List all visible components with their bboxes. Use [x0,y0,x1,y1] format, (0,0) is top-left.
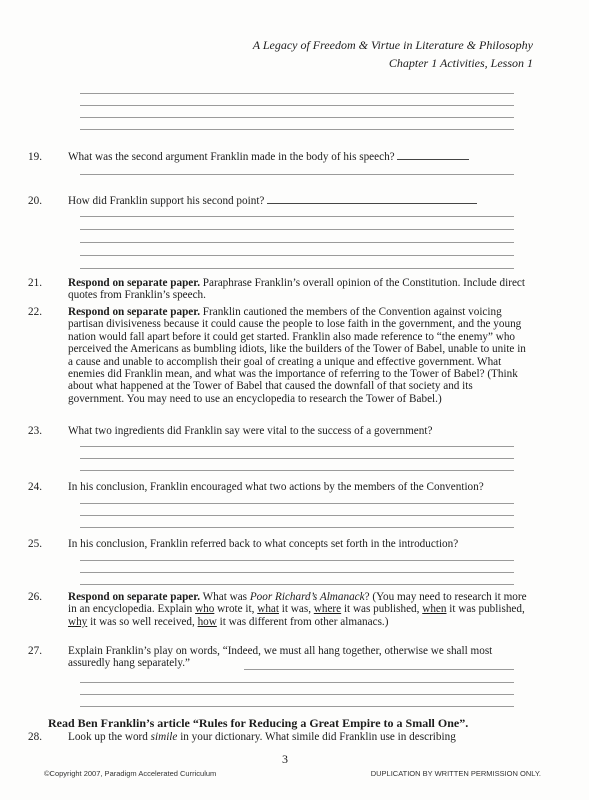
question-20 [28,194,528,207]
question-number: 20. [28,195,42,207]
reading-assignment-heading: Read Ben Franklin’s article “Rules for Reducing a Great Empire to a Small One”. [48,716,469,730]
question-text: Explain Franklin’s play on words, “Indeed, we must all hang together, otherwise we shall most assuredly hang separately.” [68,645,493,670]
question-text: it was published, [446,603,525,616]
question-number: 23. [28,425,42,437]
question-text: Franklin cautioned the members of the Convention against voicing partisan divisiveness because it could cause the people to lose faith in the government, and the young nation would fall apart before it could get started. Franklin also made reference to “the enemy” who perceived the Americans as bumbling idiots, like the builders of the Tower of Babel, unable to unite in a cause and unable to accomplish their goal of creating a unique and effective government. What enemies did Franklin mean, and what was the importance of referring to the Tower of Babel? (Think about what happened at the Tower of Babel that caused the downfall of that society and its government. You may need to use an encyclopedia to research the Tower of Babel.) [68,306,526,405]
answer-line [80,527,514,528]
question-25 [28,538,528,550]
separate-paper-note: Respond on separate paper. [68,306,200,318]
almanack-title: Poor Richard’s Almanack [249,591,365,603]
answer-line [80,458,514,459]
keyword-what: what [257,603,279,616]
question-text: In his conclusion, Franklin referred back to what concepts set forth in the introduction? [68,538,459,550]
question-22 [28,306,528,405]
keyword-who: who [195,603,215,616]
copyright-footer: ©Copyright 2007, Paradigm Accelerated Curriculum [44,769,217,778]
question-text: In his conclusion, Franklin encouraged what two actions by the members of the Convention? [68,481,484,493]
answer-line [80,229,514,230]
question-text: it was so well received, [87,615,198,628]
question-text: How did Franklin support his second point? [68,195,265,207]
separate-paper-note: Respond on separate paper. [68,591,200,603]
question-text: What was the second argument Franklin made in the body of his speech? [68,151,395,163]
question-26 [28,591,528,628]
question-text: What was [200,591,250,603]
answer-line [80,470,514,471]
book-title-header: A Legacy of Freedom & Virtue in Literature & Philosophy [252,38,533,52]
answer-line [80,503,514,504]
keyword-where: where [313,603,342,616]
question-text: in your dictionary. What simile did Franklin use in describing [177,731,456,743]
question-24 [28,481,528,493]
separate-paper-note: Respond on separate paper. [68,277,200,289]
question-number: 21. [28,277,42,289]
question-19 [28,150,528,163]
answer-line [80,174,514,175]
answer-line [80,216,514,217]
question-28 [28,731,528,743]
question-text: it was published, [341,603,423,616]
keyword-when: when [422,603,447,616]
answer-line [80,560,514,561]
answer-line [80,694,514,695]
permission-footer: DUPLICATION BY WRITTEN PERMISSION ONLY. [370,769,541,778]
keyword-why: why [68,615,88,628]
answer-line [80,242,514,243]
question-number: 26. [28,591,42,603]
keyword-how: how [197,615,217,628]
answer-blank[interactable] [397,150,469,160]
answer-line [80,268,514,269]
question-text: wrote it, [214,603,258,616]
answer-line [244,669,514,670]
answer-line [80,93,514,94]
answer-line [80,255,514,256]
answer-line [80,584,514,585]
answer-line [80,515,514,516]
question-number: 28. [28,731,42,743]
question-text: it was different from other almanacs.) [216,615,389,628]
answer-line [80,129,514,130]
question-21 [28,277,528,302]
question-text: it was, [278,603,314,616]
answer-line [80,117,514,118]
answer-blank[interactable] [267,194,477,204]
answer-line [80,446,514,447]
question-number: 24. [28,481,42,493]
word-simile: simile [150,731,178,743]
question-number: 19. [28,151,42,163]
question-text: Paraphrase Franklin’s overall opinion of the Constitution. Include direct quotes from Franklin’s speech. [68,277,525,302]
question-number: 22. [28,306,42,318]
question-text: ? (You may need to research it more in an encyclopedia. Explain [68,591,527,616]
answer-line [80,682,514,683]
question-23 [28,425,528,437]
question-text: Look up the word [68,731,151,743]
answer-line [80,572,514,573]
question-number: 25. [28,538,42,550]
page-number: 3 [282,752,288,766]
question-27 [28,645,528,670]
question-number: 27. [28,645,42,657]
question-text: What two ingredients did Franklin say were vital to the success of a government? [68,425,433,437]
answer-line [80,706,514,707]
answer-line [80,105,514,106]
chapter-header: Chapter 1 Activities, Lesson 1 [388,56,533,70]
